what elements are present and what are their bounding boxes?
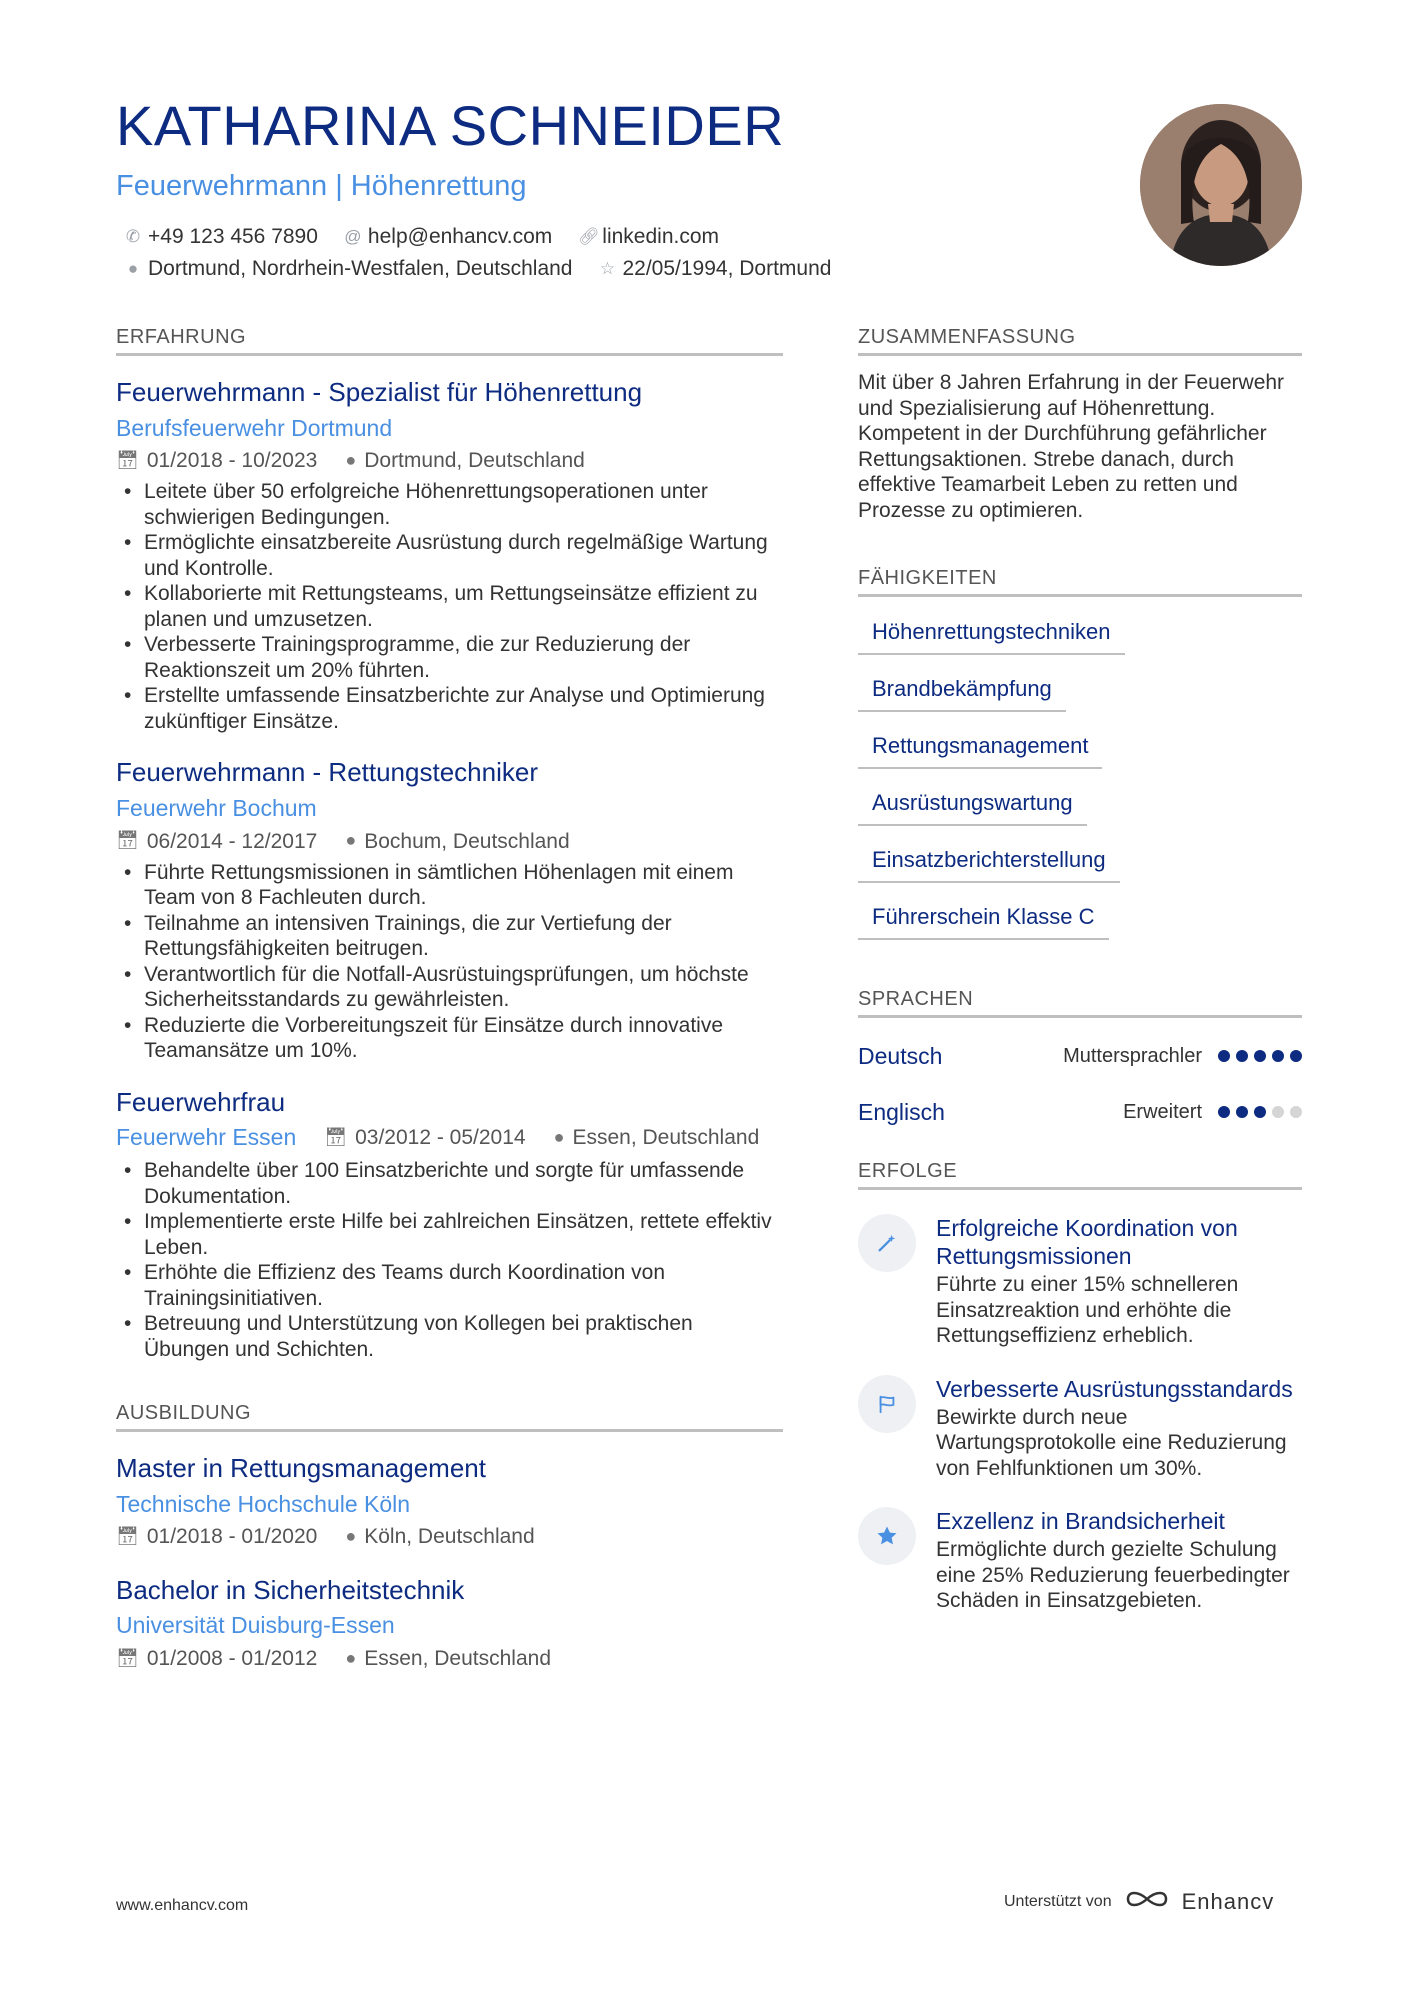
job-location-text: Dortmund, Deutschland	[364, 449, 585, 473]
experience-entry	[116, 376, 783, 734]
skill-tag: Brandbekämpfung	[858, 672, 1066, 712]
location-pin-icon: ●	[127, 259, 139, 278]
company-name: Feuerwehr Bochum	[116, 794, 317, 821]
school-name: Technische Hochschule Köln	[116, 1490, 411, 1517]
experience-entry	[116, 1086, 783, 1362]
language-row	[858, 1094, 1302, 1130]
skill-tag: Rettungsmanagement	[858, 729, 1102, 769]
enhancv-logo-icon	[1124, 1887, 1170, 1916]
job-title: Feuerwehrmann - Spezialist für Höhenrettung	[116, 377, 643, 407]
bullet-item: • Behandelte über 100 Einsatzberichte und sorgte für umfassende Dokumentation.	[116, 1158, 783, 1209]
location-pin-icon: ●	[553, 1126, 565, 1147]
job-meta	[324, 1125, 759, 1150]
contact-birth	[598, 257, 831, 281]
rating-dot-filled	[1218, 1050, 1230, 1062]
job-dates-text: 01/2018 - 10/2023	[146, 449, 318, 473]
summary-section-title: ZUSAMMENFASSUNG	[858, 326, 1302, 356]
language-rating	[1218, 1050, 1302, 1062]
skill-tag: Einsatzberichterstellung	[858, 843, 1120, 883]
location-pin-icon: ●	[345, 450, 357, 471]
skill-tag: Höhenrettungstechniken	[858, 615, 1125, 655]
job-company-meta-row	[116, 1123, 783, 1152]
education-location-text: Essen, Deutschland	[364, 1646, 551, 1670]
rating-dot-filled	[1272, 1050, 1284, 1062]
education-dates	[116, 1646, 317, 1671]
calendar-icon: 📅︎	[324, 1126, 348, 1147]
job-location-text: Bochum, Deutschland	[364, 829, 570, 853]
calendar-icon: 📅︎	[116, 1526, 139, 1547]
bullet-item: • Kollaborierte mit Rettungsteams, um Rettungseinsätze effizient zu planen und umzusetzen.	[116, 581, 783, 632]
calendar-icon: 📅︎	[116, 830, 139, 851]
calendar-icon: 📅︎	[116, 450, 139, 471]
skill-tag: Ausrüstungswartung	[858, 786, 1087, 826]
location-text: Dortmund, Nordrhein-Westfalen, Deutschland	[148, 257, 573, 280]
education-dates-text: 01/2008 - 01/2012	[146, 1646, 318, 1670]
linkedin-text[interactable]: linkedin.com	[602, 225, 720, 248]
experience-entry	[116, 756, 783, 1063]
footer-branding	[1004, 1887, 1274, 1916]
profile-photo	[1140, 104, 1302, 266]
education-dates-text: 01/2018 - 01/2020	[146, 1525, 318, 1549]
job-title: Feuerwehrmann - Rettungstechniker	[116, 757, 538, 788]
achievements-section-title: ERFOLGE	[858, 1160, 1302, 1190]
bullet-item: • Erstellte umfassende Einsatzberichte zur Analyse und Optimierung zukünftiger Einsätze.	[116, 683, 783, 734]
languages-section-title: SPRACHEN	[858, 988, 1302, 1018]
education-meta	[116, 1524, 783, 1549]
rating-dot-filled	[1290, 1050, 1302, 1062]
at-icon: @	[344, 227, 362, 246]
flag-icon	[858, 1375, 916, 1433]
education-location	[345, 1646, 551, 1671]
star-outline-icon: ☆	[599, 259, 616, 278]
achievement-body	[936, 1375, 1302, 1482]
bullet-item: • Leitete über 50 erfolgreiche Höhenrettungsoperationen unter schwierigen Bedingungen.	[116, 479, 783, 530]
skill-tag: Führerschein Klasse C	[858, 900, 1109, 940]
job-title: Feuerwehrfrau	[116, 1086, 286, 1117]
magic-wand-icon	[858, 1214, 916, 1272]
achievement-item	[858, 1507, 1302, 1614]
education-location-text: Köln, Deutschland	[364, 1525, 535, 1549]
bullet-item: • Erhöhte die Effizienz des Teams durch Koordination von Trainingsinitiativen.	[116, 1260, 783, 1311]
education-entry	[116, 1452, 783, 1549]
rating-dot-empty	[1290, 1106, 1302, 1118]
job-location	[554, 1125, 760, 1150]
contact-email[interactable]	[344, 225, 552, 249]
job-dates-text: 03/2012 - 05/2014	[355, 1126, 526, 1150]
contact-row-1	[124, 225, 719, 249]
job-meta	[116, 448, 783, 473]
education-location	[345, 1524, 534, 1549]
footer-website[interactable]: www.enhancv.com	[116, 1897, 249, 1914]
candidate-name: KATHARINA SCHNEIDER	[116, 94, 785, 157]
achievement-title: Verbesserte Ausrüstungsstandards	[936, 1375, 1293, 1402]
job-dates-text: 06/2014 - 12/2017	[146, 829, 318, 853]
education-section-title: AUSBILDUNG	[116, 1402, 783, 1432]
rating-dot-filled	[1236, 1106, 1248, 1118]
job-bullets	[116, 479, 783, 734]
bullet-item: • Verbesserte Trainingsprogramme, die zur Reduzierung der Reaktionszeit um 20% führten.	[116, 632, 783, 683]
achievement-desc: Bewirkte durch neue Wartungsprotokolle eine Reduzierung von Fehlfunktionen um 30%.	[936, 1405, 1287, 1480]
brand-name: Enhancv	[1181, 1888, 1275, 1914]
rating-dot-filled	[1254, 1050, 1266, 1062]
job-location	[345, 829, 569, 854]
language-name: Deutsch	[858, 1042, 943, 1069]
achievement-desc: Ermöglichte durch gezielte Schulung eine 25% Reduzierung feuerbedingter Schäden in Einsatzgebieten.	[936, 1538, 1290, 1612]
achievement-title: Exzellenz in Brandsicherheit	[936, 1508, 1225, 1534]
job-bullets	[116, 860, 783, 1064]
contact-row-2	[124, 257, 831, 281]
experience-section-title: ERFAHRUNG	[116, 326, 783, 356]
phone-text: +49 123 456 7890	[148, 225, 318, 248]
achievement-body	[936, 1507, 1302, 1614]
location-pin-icon: ●	[345, 1526, 357, 1547]
skills-section-title: FÄHIGKEITEN	[858, 567, 1302, 597]
link-icon: 🔗︎	[578, 227, 600, 246]
bullet-item: • Führte Rettungsmissionen in sämtlichen Höhenlagen mit einem Team von 8 Fachleuten durch.	[116, 860, 783, 911]
contact-location	[124, 257, 572, 281]
bullet-item: • Teilnahme an intensiven Trainings, die zur Vertiefung der Rettungsfähigkeiten beitrugen.	[116, 911, 783, 962]
job-meta	[116, 829, 783, 854]
achievement-item	[858, 1214, 1302, 1349]
degree-title: Bachelor in Sicherheitstechnik	[116, 1574, 465, 1605]
calendar-icon: 📅︎	[116, 1647, 139, 1668]
bullet-item: • Implementierte erste Hilfe bei zahlreichen Einsätzen, rettete effektiv Leben.	[116, 1209, 783, 1260]
job-dates	[116, 448, 317, 473]
job-bullets	[116, 1158, 783, 1362]
bullet-item: • Verantwortlich für die Notfall-Ausrüstuingsprüfungen, um höchste Sicherheitsstandards zu gewährleisten.	[116, 962, 783, 1013]
summary-text: Mit über 8 Jahren Erfahrung in der Feuerwehr und Spezialisierung auf Höhenrettung. Kompetent in der Durchführung gefährlicher Rettungsaktionen. Strebe danach, durch effektive Teamarbeit Leben zu retten und Prozesse zu optimieren.	[858, 371, 1285, 522]
rating-dot-filled	[1254, 1106, 1266, 1118]
language-level: Muttersprachler	[1063, 1044, 1202, 1067]
location-pin-icon: ●	[345, 830, 357, 851]
language-name: Englisch	[858, 1098, 945, 1125]
language-rating	[1218, 1106, 1302, 1118]
job-dates	[324, 1125, 525, 1150]
bullet-item: • Ermöglichte einsatzbereite Ausrüstung durch regelmäßige Wartung und Kontrolle.	[116, 530, 783, 581]
birth-text: 22/05/1994, Dortmund	[622, 257, 832, 280]
language-level: Erweitert	[1123, 1100, 1202, 1123]
rating-dot-filled	[1236, 1050, 1248, 1062]
achievement-desc: Führte zu einer 15% schnelleren Einsatzreaktion und erhöhte die Rettungseffizienz erheblich.	[936, 1273, 1239, 1347]
candidate-title: Feuerwehrmann | Höhenrettung	[116, 170, 527, 202]
job-dates	[116, 829, 317, 854]
achievement-body	[936, 1214, 1302, 1349]
rating-dot-empty	[1272, 1106, 1284, 1118]
education-entry	[116, 1574, 783, 1671]
achievement-item	[858, 1375, 1302, 1482]
company-name: Berufsfeuerwehr Dortmund	[116, 414, 393, 441]
job-location	[345, 448, 585, 473]
bullet-item: • Betreuung und Unterstützung von Kollegen bei praktischen Übungen und Schichten.	[116, 1311, 783, 1362]
achievement-title: Erfolgreiche Koordination von Rettungsmissionen	[936, 1215, 1238, 1269]
contact-linkedin[interactable]	[578, 225, 719, 249]
language-row	[858, 1038, 1302, 1074]
contact-phone	[124, 225, 318, 249]
degree-title: Master in Rettungsmanagement	[116, 1453, 486, 1484]
profile-photo-illustration	[1140, 104, 1302, 266]
phone-icon: ✆	[125, 227, 141, 246]
location-pin-icon: ●	[345, 1647, 357, 1668]
powered-by-text: Unterstützt von	[1004, 1892, 1112, 1910]
bullet-item: • Reduzierte die Vorbereitungszeit für Einsätze durch innovative Teamansätze um 10%.	[116, 1013, 783, 1064]
company-name: Feuerwehr Essen	[116, 1124, 297, 1151]
right-column	[858, 326, 1302, 1614]
job-location-text: Essen, Deutschland	[572, 1126, 760, 1150]
education-meta	[116, 1646, 783, 1671]
rating-dot-filled	[1218, 1106, 1230, 1118]
star-icon	[858, 1507, 916, 1565]
left-column	[116, 326, 783, 1671]
school-name: Universität Duisburg-Essen	[116, 1612, 395, 1639]
education-dates	[116, 1524, 317, 1549]
email-text[interactable]: help@enhancv.com	[367, 225, 553, 248]
skills-list	[858, 615, 1302, 940]
